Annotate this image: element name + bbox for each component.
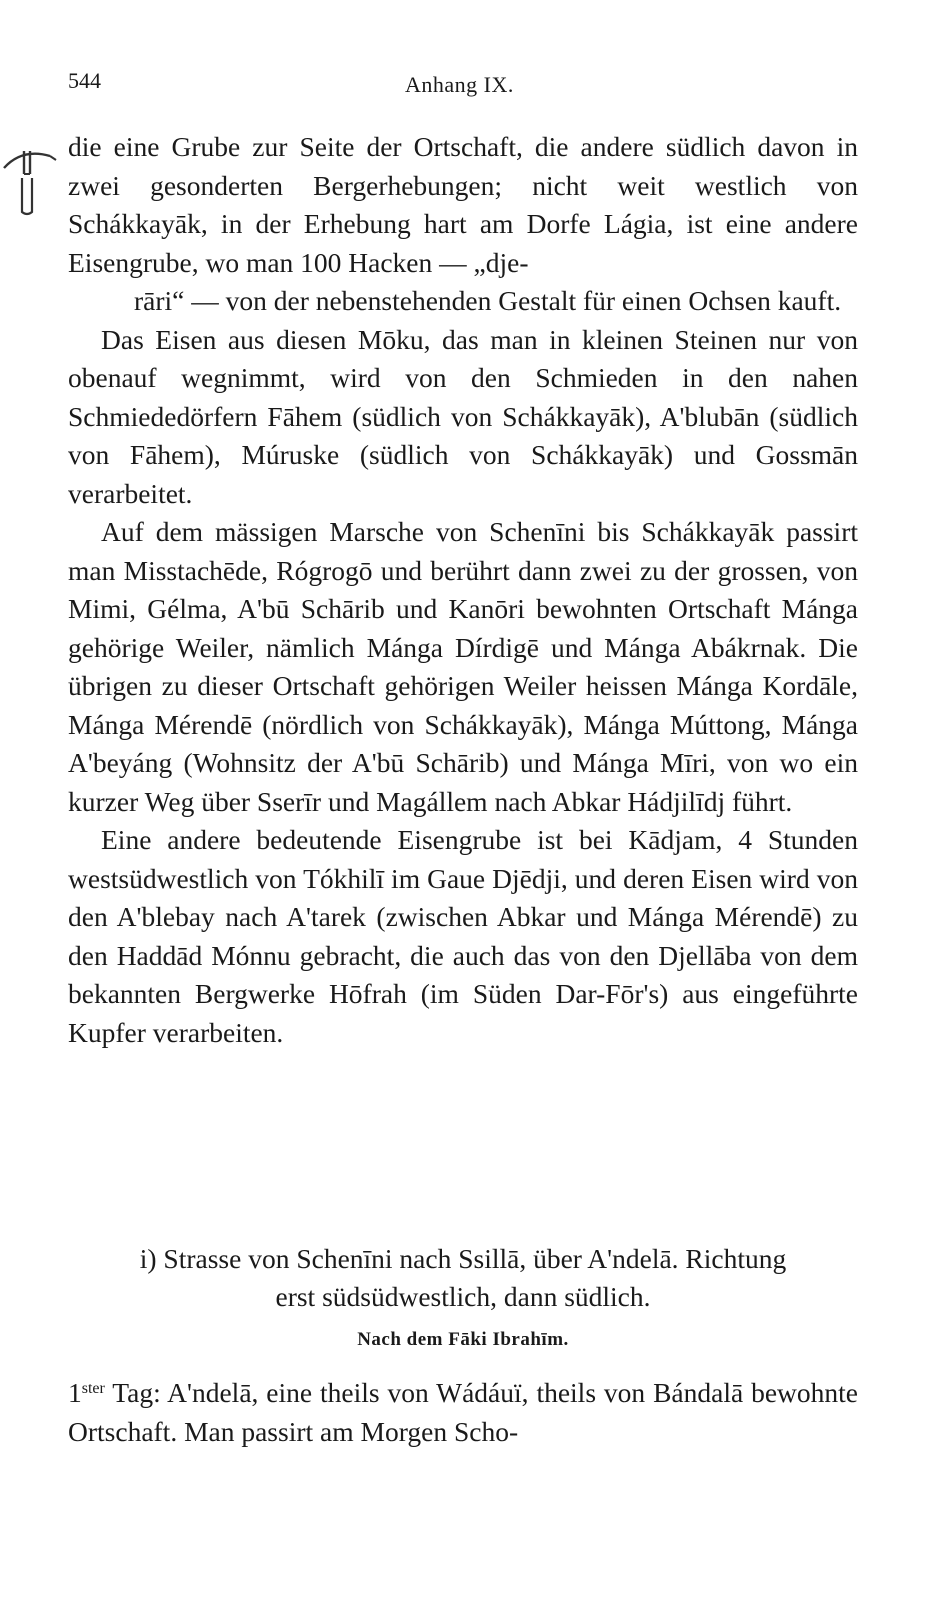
page-number: 544 xyxy=(68,68,101,93)
paragraph-4: Eine andere bedeutende Eisengrube ist bei Kādjam, 4 Stunden westsüdwestlich von Tókhilī im Gaue Djēdji, und deren Eisen wird von den A'blebay nach A'tarek (zwischen Abkar und Mánga Mérendē) zu den Haddād Mónnu gebracht, die auch das von den Djellāba von dem bekannten Bergwerke Hōfrah (im Süden Dar-Fōr's) aus eingeführte Kupfer verarbeiten. xyxy=(68,824,858,1048)
pickaxe-icon xyxy=(0,142,60,216)
day-1-entry xyxy=(68,1370,858,1451)
section-heading-line-1: i) Strasse von Schenīni nach Ssillā, über A'ndelā. Richtung xyxy=(139,1243,787,1274)
paragraph-1: die eine Grube zur Seite der Ortschaft, die andere südlich davon in zwei gesonderten Bergerhebungen; nicht weit westlich von Schákkayāk, in der Erhebung hart am Dorfe Lágia, ist eine andere Eisengrube, wo man 100 Hacken — „dje- xyxy=(68,131,858,278)
paragraph-3: Auf dem mässigen Marsche von Schenīni bis Schákkayāk passirt man Misstachēde, Rógrogō und berührt dann zwei zu der grossen, von Mimi, Gélma, A'bū Schārib und Kanōri bewohnten Ortschaft Mánga gehörige Weiler, nämlich Mánga Dírdigē und Mánga Abákrnak. Die übrigen zu dieser Ortschaft gehörigen Weiler heissen Mánga Kordāle, Mánga Mérendē (nördlich von Schákkayāk), Mánga Múttong, Mánga A'beyáng (Wohnsitz der A'bū Schārib) und Mánga Mīri, von wo ein kurzer Weg über Sserīr und Magállem nach Abkar Hádjilīdj führt. xyxy=(68,516,858,817)
paragraph-2: Das Eisen aus diesen Mōku, das man in kleinen Steinen nur von obenauf wegnimmt, wird von den Schmieden in den nahen Schmiededörfern Fāhem (südlich von Schákkayāk), A'blubān (südlich von Fāhem), Múruske (südlich von Schákkayāk) und Gossmān verarbeitet. xyxy=(68,323,858,509)
paragraph-1-beside-figure: rāri“ — von der nebenstehenden Gestalt für einen Ochsen kauft. xyxy=(134,285,842,316)
day-1-label xyxy=(68,1377,161,1408)
source-attribution: Nach dem Fāki Ibrahīm. xyxy=(357,1329,569,1350)
day-number: 1 xyxy=(68,1377,82,1408)
day-superscript: ster xyxy=(81,1380,105,1397)
body-text xyxy=(68,128,858,1052)
running-title: Anhang IX. xyxy=(405,72,514,97)
section-heading xyxy=(68,1240,858,1316)
day-tag: Tag: xyxy=(112,1377,161,1408)
running-head xyxy=(68,68,858,98)
section-heading-line-2: erst südsüdwestlich, dann südlich. xyxy=(275,1281,651,1312)
day-1-text: A'ndelā, eine theils von Wádáuï, theils von Bándalā bewohnte Ortschaft. Man passirt am Morgen Scho- xyxy=(68,1377,858,1447)
